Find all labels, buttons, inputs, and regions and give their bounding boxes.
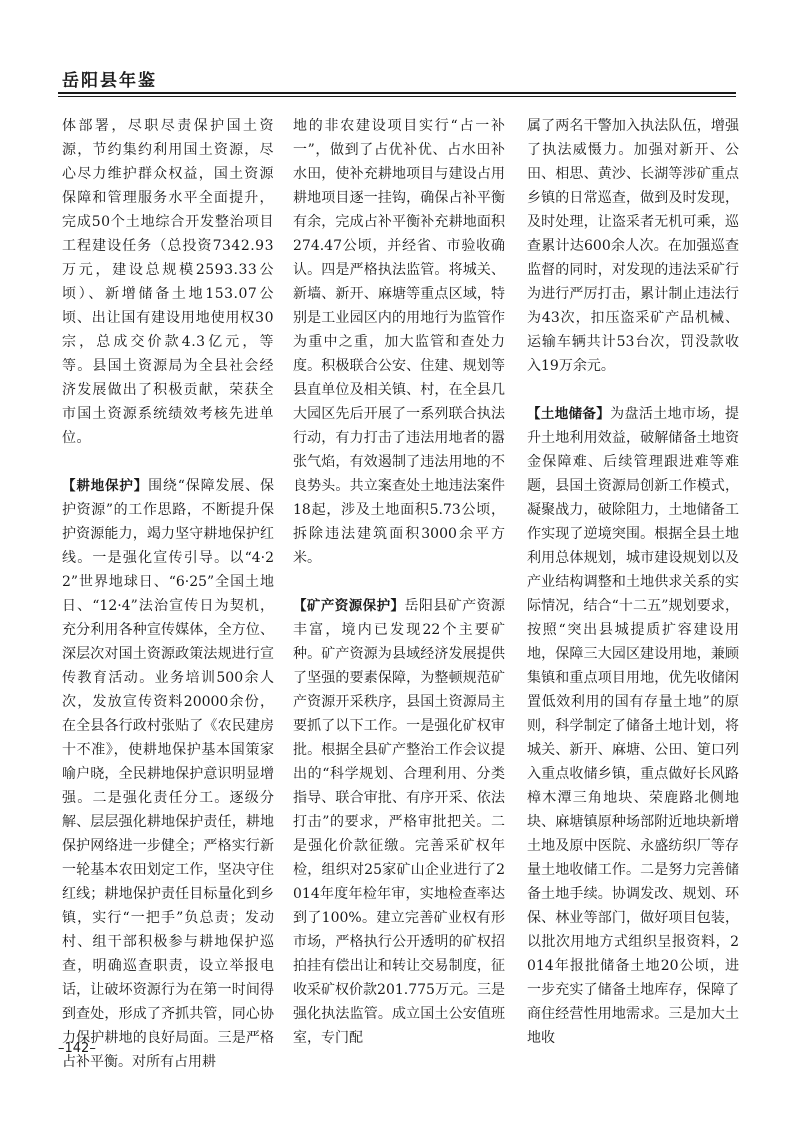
text-column-1 bbox=[62, 114, 274, 1074]
section-body-farmland-protection: 围绕“保障发展、保护资源”的工作思路，不断提升保护资源能力，竭力坚守耕地保护红线。一是强化宣传引导。以“4·22”世界地球日、“6·25”全国土地日、“12·4”法治宣传日为契机，充分利用各种宣传媒体，全方位、深层次对国土资源政策法规进行宣传教育活动。业务培训500余人次，发放宣传资料20000余份，在全县各行政村张贴了《农民建房十不准》，使耕地保护基本国策家喻户晓，全民耕地保护意识明显增强。二是强化责任分工。逐级分解、层层强化耕地保护责任，耕地保护网络进一步健全；严格实行新一轮基本农田划定工作，坚决守住红线；耕地保护责任目标量化到乡镇，实行“一把手”负总责；发动村、组干部积极参与耕地保护巡查，明确巡查职责，设立举报电话，让破坏资源行为在第一时间得到查处，形成了齐抓共管，同心协力保护耕地的良好局面。三是严格占补平衡。对所有占用耕 bbox=[62, 478, 274, 1070]
section-body-land-reserve: 为盘活土地市场，提升土地利用效益，破解储备土地资金保障难、后续管理跟进难等难题，县国土资源局创新工作模式，凝聚战力，破除阻力，土地储备工作实现了逆境突围。根据全县土地利用总体规划，城市建设规划以及产业结构调整和土地供求关系的实际情况，结合“十二五”规划要求，按照“突出县城提质扩容建设用地，保障三大园区建设用地，兼顾集镇和重点项目用地，优先收储闲置低效利用的国有存量土地”的原则，科学制定了储备土地计划，将城关、新开、麻塘、公田、筻口列入重点收储乡镇，重点做好长风路樟木潭三角地块、荣鹿路北侧地块、麻塘镇原种场部附近地块新增土地及原中医院、永盛纺织厂等存量土地收储工作。二是努力完善储备土地手续。协调发改、规划、环保、林业等部门，做好项目包装，以批次用地方式组织呈报资料，2014年报批储备土地20公顷，进一步充实了储备土地库存，保障了商住经营性用地需求。三是加大土地收 bbox=[527, 406, 740, 1046]
paragraph-gap bbox=[293, 570, 505, 594]
paragraph-gap bbox=[527, 378, 739, 402]
column2-continuation-paragraph: 地的非农建设项目实行“占一补一”，做到了占优补优、占水田补水田，使补充耕地项目与建设占用耕地项目逐一挂钩，确保占补平衡有余，完成占补平衡补充耕地面积274.47公顷，并经省、市验收确认。四是严格执法监管。将城关、新墙、新开、麻塘等重点区域，特别是工业园区内的用地行为监管作为重中之重，加大监管和查处力度。积极联合公安、住建、规划等县直单位及相关镇、村，在全县几大园区先后开展了一系列联合执法行动，有力打击了违法用地者的嚣张气焰，有效遏制了违法用地的不良势头。共立案查处土地违法案件18起，涉及土地面积5.73公顷，拆除违法建筑面积3000余平方米。 bbox=[293, 118, 505, 566]
paragraph-gap bbox=[62, 450, 274, 474]
section-heading-farmland-protection: 【耕地保护】 bbox=[62, 478, 149, 494]
column3-continuation-paragraph: 属了两名干警加入执法队伍，增强了执法威慑力。加强对新开、公田、相思、黄沙、长湖等涉矿重点乡镇的日常巡查，做到及时发现，及时处理，让盗采者无机可乘，巡查累计达600余人次。在加强巡查监督的同时，对发现的违法采矿行为进行严厉打击，累计制止违法行为43次，扣压盗采矿产品机械、运输车辆共计53台次，罚没款收入19万余元。 bbox=[527, 118, 739, 374]
section-farmland-protection bbox=[62, 474, 274, 1074]
section-heading-land-reserve: 【土地储备】 bbox=[527, 406, 611, 422]
text-column-3 bbox=[527, 114, 739, 1050]
section-body-mineral-protection: 岳阳县矿产资源丰富，境内已发现22个主要矿种。矿产资源为县域经济发展提供了坚强的要素保障，为整顿规范矿产资源开采秩序，县国土资源局主要抓了以下工作。一是强化矿权审批。根据全县矿产整治工作会议提出的“科学规划、合理利用、分类指导、联合审批、有序开采、依法打击”的要求，严格审批把关。二是强化价款征缴。完善采矿权年检，组织对25家矿山企业进行了2014年度年检年审，实地检查率达到了100%。建立完善矿业权有形市场，严格执行公开透明的矿权招拍挂有偿出让和转让交易制度，征收采矿权价款201.775万元。三是强化执法监管。成立国土公安值班室，专门配 bbox=[293, 598, 506, 1046]
section-heading-mineral-protection: 【矿产资源保护】 bbox=[293, 598, 405, 614]
running-header-title: 岳阳县年鉴 bbox=[62, 71, 157, 91]
text-column-2 bbox=[293, 114, 505, 1050]
section-land-reserve bbox=[527, 402, 739, 1050]
column1-continuation-paragraph: 体部署，尽职尽责保护国土资源，节约集约利用国土资源，尽心尽力维护群众权益，国土资源保障和管理服务水平全面提升，完成50个土地综合开发整治项目工程建设任务（总投资7342.93万元，建设总规模2593.33公顷）、新增储备土地153.07公顷、出让国有建设用地使用权30宗，总成交价款4.3亿元，等等。县国土资源局为全县社会经济发展做出了积极贡献，荣获全市国土资源系统绩效考核先进单位。 bbox=[62, 118, 274, 446]
page-number: –142– bbox=[58, 1041, 96, 1056]
header-rule-thick bbox=[58, 92, 736, 94]
section-mineral-protection bbox=[293, 594, 505, 1050]
header-rule-thin bbox=[58, 96, 736, 97]
